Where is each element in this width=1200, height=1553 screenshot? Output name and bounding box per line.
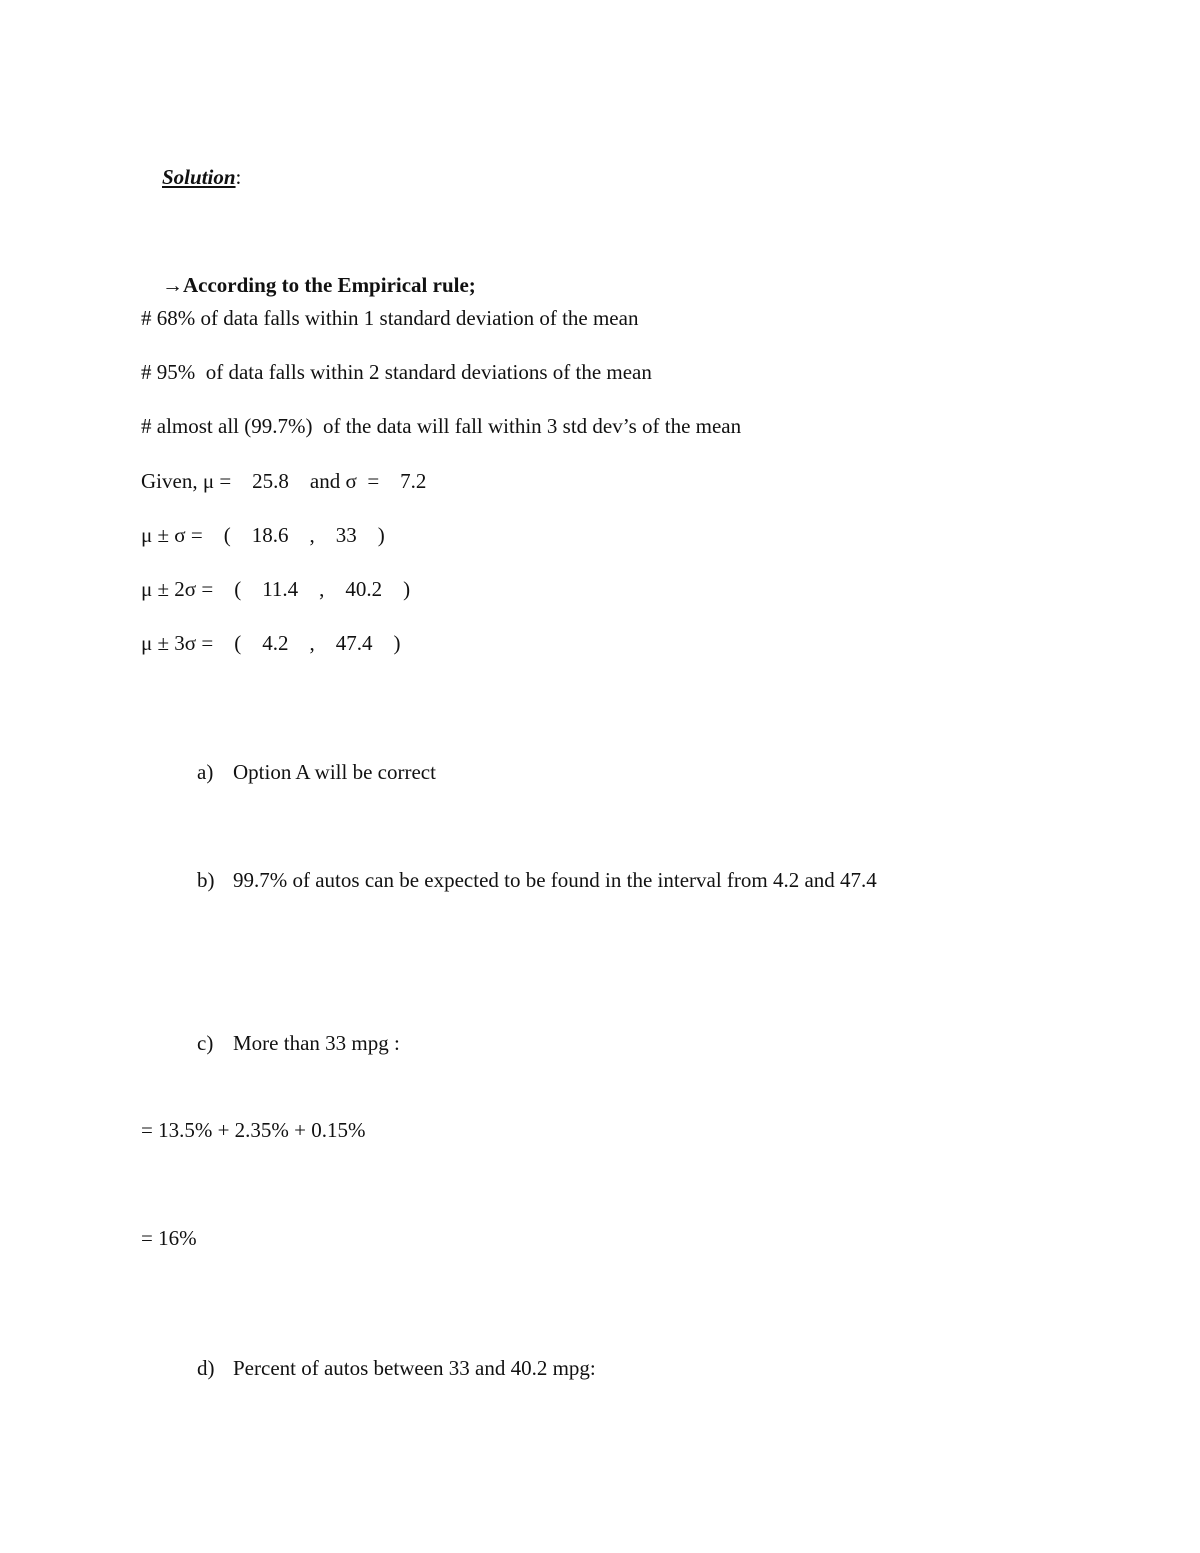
arrow-icon: → [162,273,183,297]
answer-c-text: More than 33 mpg : [233,1031,400,1055]
solution-heading-title: Solution [162,165,236,189]
rule-point-68: # 68% of data falls within 1 standard deviation of the mean [141,306,639,330]
interval-2-sigma: μ ± 2σ = ( 11.4 , 40.2 ) [141,577,411,601]
answer-c-marker: c) [197,1031,214,1055]
solution-heading [141,146,241,209]
answer-b-text: 99.7% of autos can be expected to be found in the interval from 4.2 and 47.4 [233,868,877,892]
calculation-sum: = 13.5% + 2.35% + 0.15% [141,1118,366,1142]
given-values: Given, μ = 25.8 and σ = 7.2 [141,469,427,493]
answer-b-marker: b) [197,868,215,892]
answer-c [176,1012,400,1075]
answer-a-text: Option A will be correct [233,760,436,784]
answer-d [176,1337,596,1400]
empirical-rule-title-text: According to the Empirical rule; [183,273,476,297]
answer-a [176,741,436,804]
calculation-result: = 16% [141,1226,197,1250]
interval-3-sigma: μ ± 3σ = ( 4.2 , 47.4 ) [141,631,401,655]
answer-d-text: Percent of autos between 33 and 40.2 mpg: [233,1356,596,1380]
answer-b [176,849,877,912]
answer-d-marker: d) [197,1356,215,1380]
answer-a-marker: a) [197,760,214,784]
interval-1-sigma: μ ± σ = ( 18.6 , 33 ) [141,523,385,547]
rule-point-95: # 95% of data falls within 2 standard deviations of the mean [141,360,652,384]
rule-point-99-7: # almost all (99.7%) of the data will fall within 3 std dev’s of the mean [141,414,742,438]
solution-heading-colon: : [235,165,242,189]
